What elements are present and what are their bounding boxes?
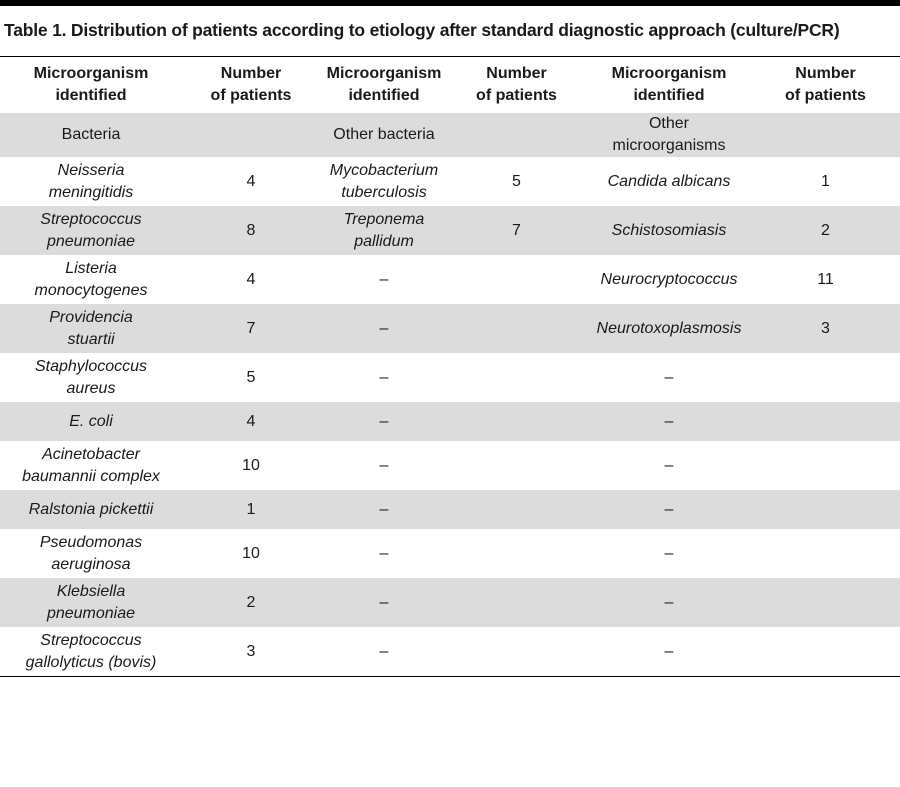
bacteria-count: 3 [246, 642, 256, 660]
bacteria-name: Staphylococcus aureus [34, 357, 148, 397]
bacteria-name: Ralstonia pickettii [0, 490, 178, 529]
other-microorganism-count [749, 441, 900, 490]
other-bacteria-count [444, 304, 589, 353]
table-row [0, 490, 900, 529]
other-microorganism-count [749, 490, 900, 529]
other-bacteria-name: – [324, 578, 444, 627]
other-bacteria-count: 5 [512, 172, 521, 190]
bacteria-name: E. coli [0, 402, 178, 441]
other-microorganism-count: 2 [749, 206, 900, 255]
group-other-microorganisms: Other microorganisms [589, 113, 749, 157]
other-microorganism-name: – [664, 456, 674, 474]
bacteria-count: 10 [242, 456, 260, 474]
other-microorganism-count: 11 [817, 270, 834, 288]
bacteria-count: 4 [246, 270, 256, 288]
bacteria-name: Providencia stuartii [0, 304, 178, 353]
header-number-2: Number of patients [476, 65, 557, 104]
other-microorganism-count [749, 529, 900, 578]
group-bacteria: Bacteria [0, 113, 178, 157]
bacteria-name: Streptococcus pneumoniae [0, 206, 178, 255]
other-microorganism-name: – [664, 544, 674, 562]
table-row [0, 578, 900, 627]
header-row [0, 57, 900, 114]
table-title: Table 1. Distribution of patients according to etiology after standard diagnostic approach (culture/PCR) [4, 20, 840, 40]
table-row [0, 206, 900, 255]
bacteria-name: Neisseria meningitidis [48, 161, 134, 201]
other-bacteria-name: – [324, 304, 444, 353]
other-microorganism-count [749, 402, 900, 441]
bacteria-name: Streptococcus gallolyticus (bovis) [25, 631, 157, 671]
table-row [0, 402, 900, 441]
other-bacteria-count [444, 529, 589, 578]
other-bacteria-name: – [379, 270, 389, 288]
table-row [0, 627, 900, 677]
bacteria-count: 4 [246, 172, 256, 190]
other-bacteria-name: – [379, 544, 389, 562]
bacteria-count: 8 [178, 206, 324, 255]
other-bacteria-name: – [379, 456, 389, 474]
other-microorganism-name: Candida albicans [607, 172, 731, 190]
bacteria-count: 2 [178, 578, 324, 627]
header-microorganism-1: Microorganism identified [33, 65, 149, 104]
bacteria-count: 7 [178, 304, 324, 353]
header-microorganism-3: Microorganism identified [611, 65, 727, 104]
other-bacteria-name: – [379, 368, 389, 386]
other-microorganism-count [749, 627, 900, 677]
other-bacteria-count [444, 578, 589, 627]
table-row [0, 255, 900, 304]
other-bacteria-count [444, 627, 589, 677]
other-microorganism-name: – [589, 578, 749, 627]
bacteria-name: Listeria monocytogenes [34, 259, 148, 299]
other-microorganism-count: 1 [821, 172, 830, 190]
other-bacteria-count [444, 255, 589, 304]
other-bacteria-count [444, 353, 589, 402]
other-bacteria-count [444, 490, 589, 529]
header-number-1: Number of patients [210, 65, 292, 104]
other-bacteria-name: – [324, 490, 444, 529]
etiology-table [0, 56, 900, 677]
table-row [0, 529, 900, 578]
other-microorganism-name: – [664, 368, 674, 386]
other-microorganism-name: Neurocryptococcus [600, 270, 738, 288]
other-microorganism-count: 3 [749, 304, 900, 353]
group-other-bacteria: Other bacteria [324, 113, 444, 157]
other-microorganism-count [749, 578, 900, 627]
other-microorganism-name: Neurotoxoplasmosis [589, 304, 749, 353]
other-bacteria-name: Treponema pallidum [324, 206, 444, 255]
other-microorganism-count [749, 353, 900, 402]
bacteria-count: 5 [246, 368, 256, 386]
bacteria-count: 1 [178, 490, 324, 529]
bacteria-name: Klebsiella pneumoniae [0, 578, 178, 627]
other-bacteria-name: Mycobacterium tuberculosis [329, 161, 439, 201]
top-rule [0, 0, 900, 6]
other-bacteria-count [444, 402, 589, 441]
table-row [0, 441, 900, 490]
other-microorganism-name: – [589, 490, 749, 529]
bacteria-count: 4 [178, 402, 324, 441]
table-row [0, 304, 900, 353]
other-microorganism-name: Schistosomiasis [589, 206, 749, 255]
other-microorganism-name: – [664, 642, 674, 660]
other-bacteria-count: 7 [444, 206, 589, 255]
header-number-3: Number of patients [785, 65, 866, 104]
group-row [0, 113, 900, 157]
bacteria-count: 10 [242, 544, 260, 562]
other-microorganism-name: – [589, 402, 749, 441]
table-row [0, 157, 900, 206]
other-bacteria-name: – [324, 402, 444, 441]
bacteria-name: Acinetobacter baumannii complex [22, 445, 160, 485]
bacteria-name: Pseudomonas aeruginosa [39, 533, 143, 573]
other-bacteria-count [444, 441, 589, 490]
header-microorganism-2: Microorganism identified [326, 65, 442, 104]
other-bacteria-name: – [379, 642, 389, 660]
table-row [0, 353, 900, 402]
